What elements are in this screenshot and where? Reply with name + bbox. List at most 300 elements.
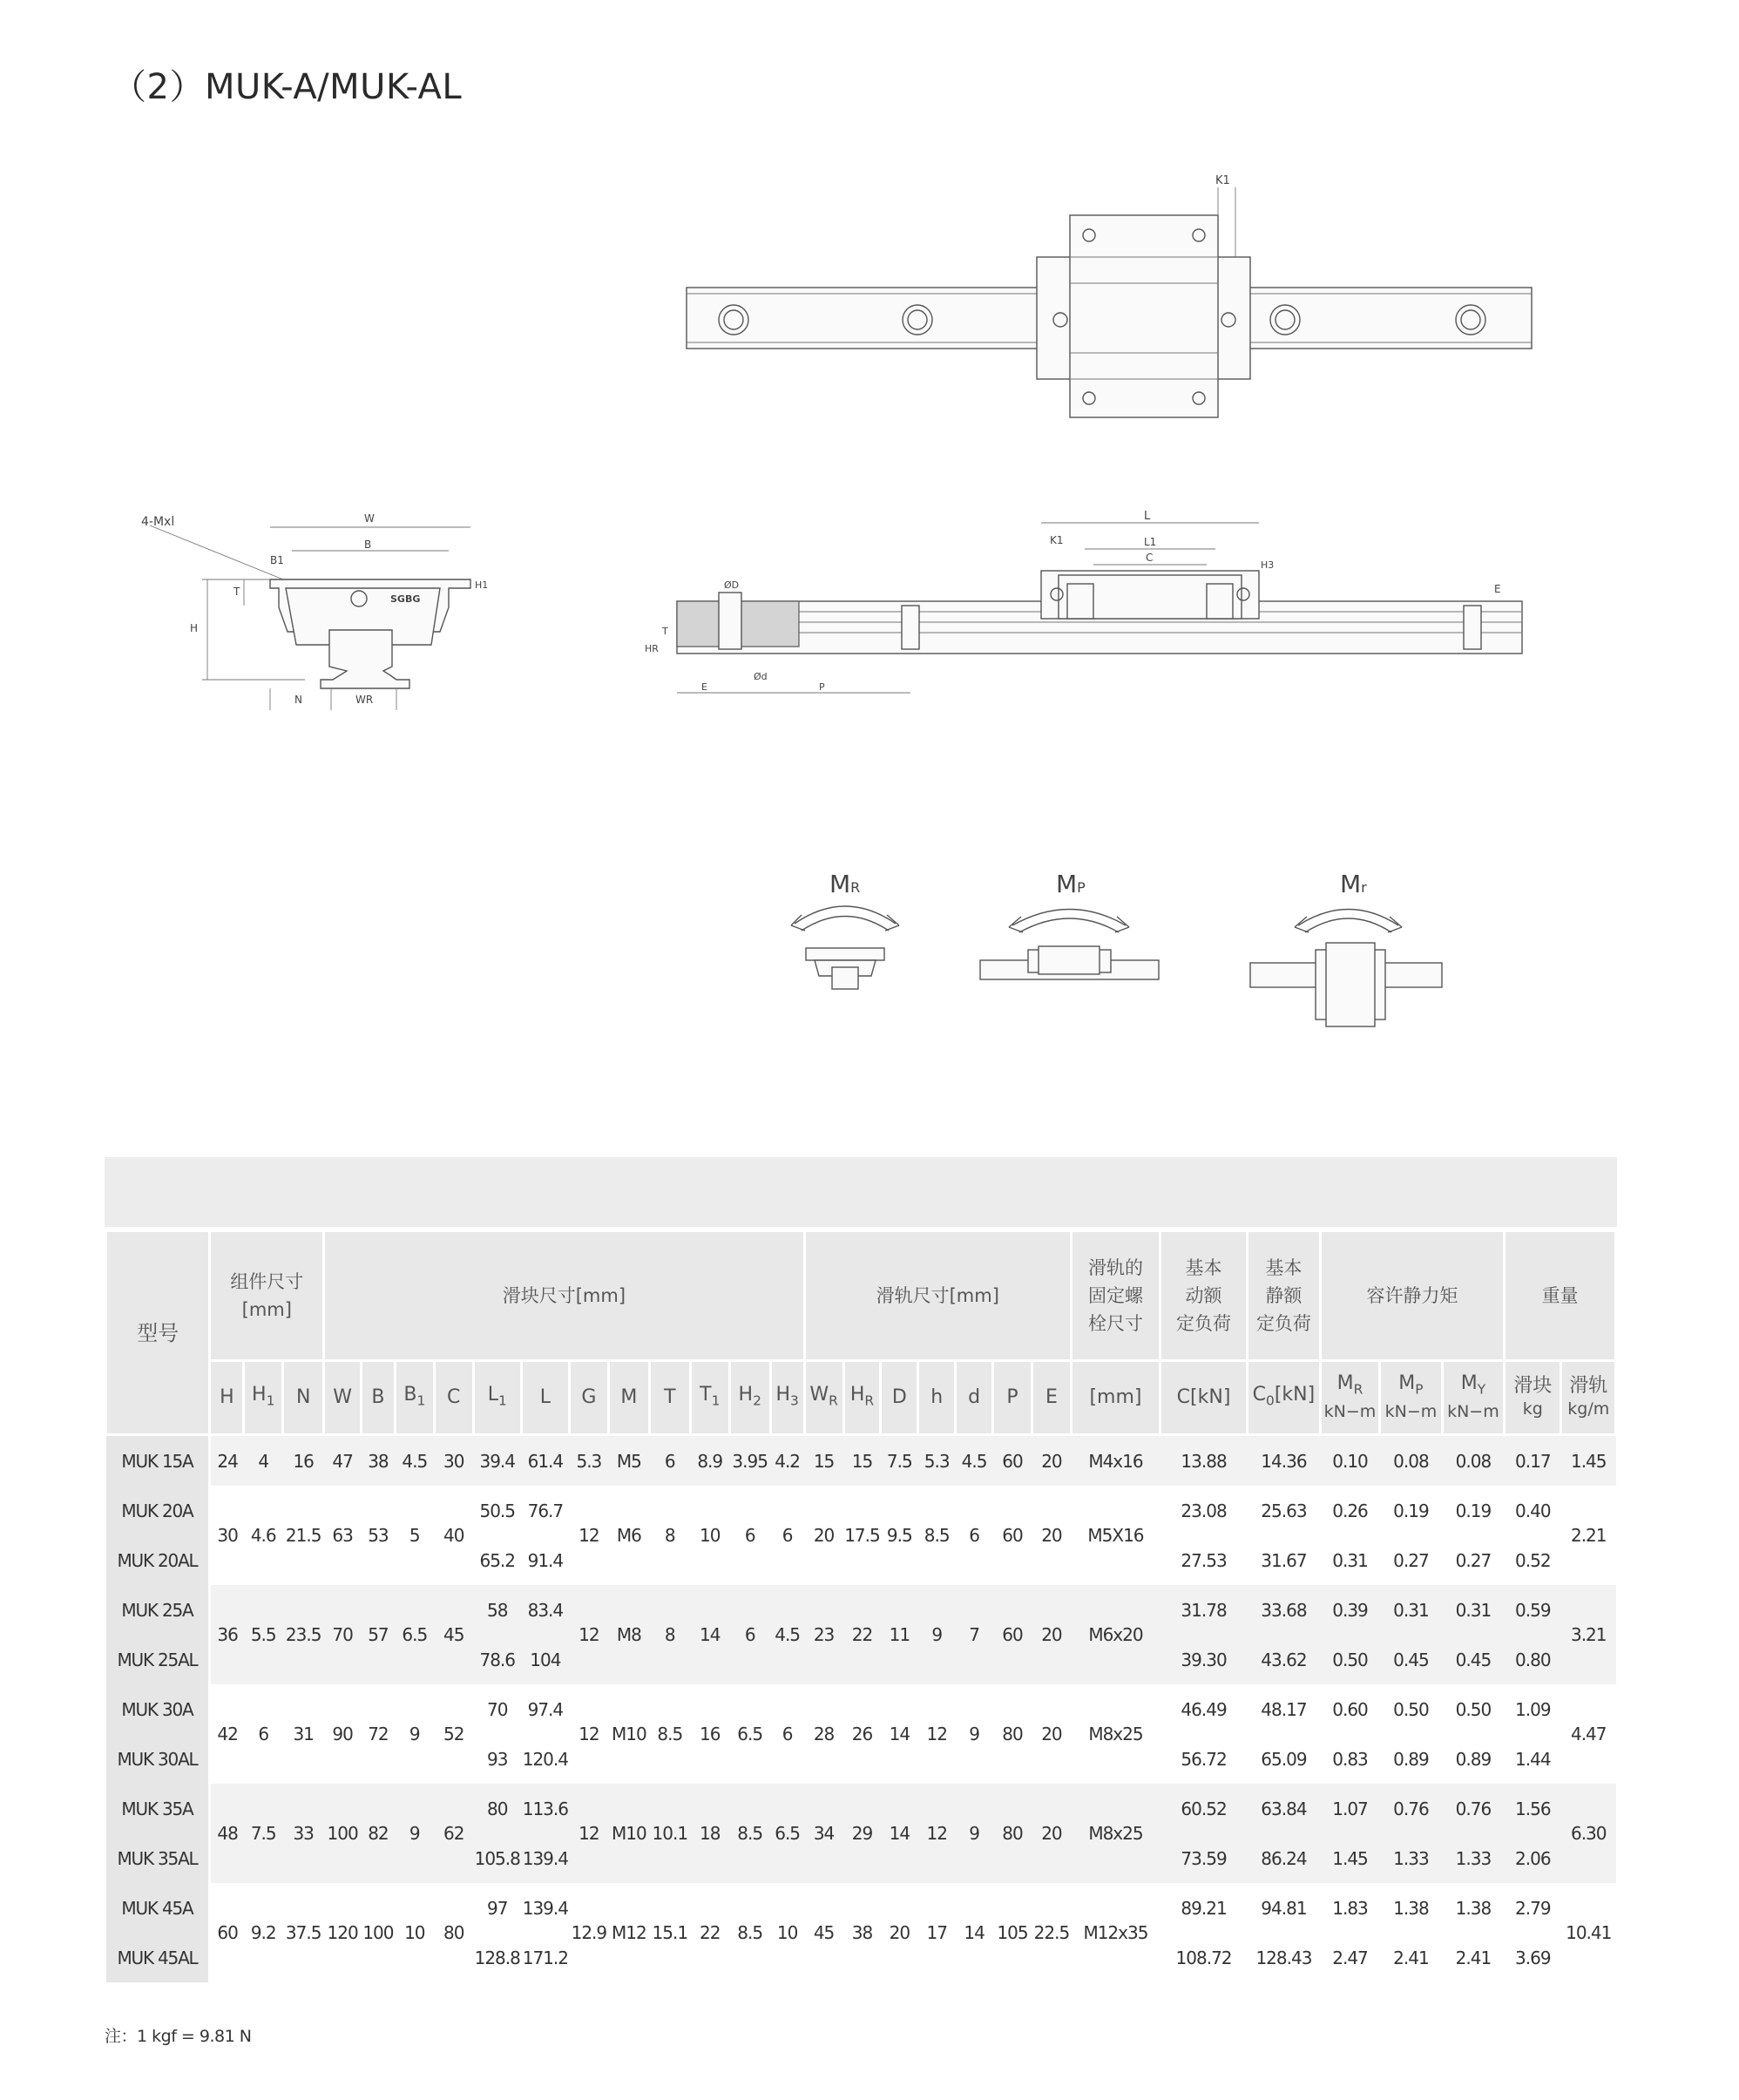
b-label: B: [364, 539, 372, 551]
cell-e: 20: [1032, 1784, 1071, 1883]
cell-m: M5: [608, 1435, 649, 1487]
cell-my: 0.08: [1442, 1435, 1504, 1487]
col-static-header: 基本 静额 定负荷: [1248, 1231, 1321, 1361]
cell-w: 47: [324, 1435, 362, 1487]
cell-n: 23.5: [283, 1585, 324, 1684]
cell-h1: 6: [244, 1684, 283, 1784]
cell-t: 6: [649, 1435, 690, 1487]
cell-wb: 0.59: [1505, 1585, 1561, 1635]
cell-mr: 2.47: [1320, 1933, 1379, 1982]
cell-p: 60: [993, 1585, 1032, 1684]
col-d-upper: D: [881, 1361, 918, 1435]
cell-c0: 65.09: [1248, 1734, 1321, 1784]
cell-model: MUK 25AL: [106, 1635, 210, 1684]
col-mr: $M_R$ kN−m: [1320, 1361, 1379, 1435]
col-n: N: [283, 1361, 324, 1435]
col-l1: $L_1$: [473, 1361, 521, 1435]
cell-wb: 1.09: [1505, 1684, 1561, 1734]
table-row: [106, 1486, 1616, 1535]
col-bolt-header: 滑轨的 固定螺 栓尺寸: [1071, 1231, 1160, 1361]
cell-mp: 0.76: [1380, 1784, 1442, 1833]
cell-t: 10.1: [649, 1784, 690, 1883]
col-c0-kn: $C_0[kN]$: [1248, 1361, 1321, 1435]
cell-h: 9: [918, 1585, 956, 1684]
cell-wb: 0.80: [1505, 1635, 1561, 1684]
p-label: P: [819, 681, 825, 693]
cell-l: 171.2: [521, 1933, 569, 1982]
cell-cd: 46.49: [1160, 1684, 1248, 1734]
cell-h: 30: [210, 1486, 244, 1585]
cell-b: 53: [362, 1486, 396, 1585]
cell-mp: 0.50: [1380, 1684, 1442, 1734]
col-model-header: 型号: [106, 1231, 210, 1435]
rotation-arrow-icon: [1012, 910, 1126, 926]
cell-rail-weight: 6.30: [1561, 1784, 1616, 1883]
cell-mr: 0.50: [1320, 1635, 1379, 1684]
cell-h1: 4.6: [244, 1486, 283, 1585]
col-mp: $M_P$ kN−m: [1380, 1361, 1442, 1435]
col-bolt-unit: [mm]: [1071, 1361, 1160, 1435]
mr-lower-label: Mr: [1340, 870, 1367, 898]
col-b: B: [362, 1361, 396, 1435]
cell-mr: 0.10: [1320, 1435, 1379, 1487]
e-bottom-label: E: [701, 681, 707, 693]
cell-b: 82: [362, 1784, 396, 1883]
cell-h: 48: [210, 1784, 244, 1883]
cell-h3: 6: [770, 1486, 804, 1585]
cell-l1: 80: [473, 1784, 521, 1833]
cell-my: 0.45: [1442, 1635, 1504, 1684]
moment-mr-diagram: [784, 863, 915, 993]
cell-wr: 28: [804, 1684, 843, 1784]
cell-g: 12: [569, 1585, 608, 1684]
col-m: M: [608, 1361, 649, 1435]
cell-h3: 6.5: [770, 1784, 804, 1883]
col-c: C: [434, 1361, 473, 1435]
cell-d: 11: [881, 1585, 918, 1684]
cell-b: 100: [362, 1883, 396, 1982]
cell-c0: 128.43: [1248, 1933, 1321, 1982]
cell-n: 21.5: [283, 1486, 324, 1585]
cell-c0: 43.62: [1248, 1635, 1321, 1684]
cell-t1: 16: [690, 1684, 729, 1784]
cell-hr: 17.5: [843, 1486, 881, 1585]
cell-my: 0.27: [1442, 1535, 1504, 1585]
cell-l: 76.7: [521, 1486, 569, 1535]
cell-wr: 23: [804, 1585, 843, 1684]
cell-my: 0.76: [1442, 1784, 1504, 1833]
cell-t: 8: [649, 1486, 690, 1585]
l-label: L: [1144, 510, 1151, 523]
cell-mr: 1.07: [1320, 1784, 1379, 1833]
cell-model: MUK 45AL: [106, 1933, 210, 1982]
cell-hr: 22: [843, 1585, 881, 1684]
k1-top-label: K1: [1215, 174, 1230, 187]
cell-l1: 58: [473, 1585, 521, 1635]
cell-b: 72: [362, 1684, 396, 1784]
cell-mp: 1.33: [1380, 1833, 1442, 1883]
col-hr: $H_R$: [843, 1361, 881, 1435]
cell-c0: 48.17: [1248, 1684, 1321, 1734]
cell-n: 16: [283, 1435, 324, 1487]
cell-my: 0.50: [1442, 1684, 1504, 1734]
cell-l: 139.4: [521, 1883, 569, 1933]
cell-h2: 6.5: [729, 1684, 770, 1784]
cell-model: MUK 20A: [106, 1486, 210, 1535]
cell-w: 70: [324, 1585, 362, 1684]
col-d-lower: d: [956, 1361, 993, 1435]
cell-cd: 27.53: [1160, 1535, 1248, 1585]
col-my: $M_Y$ kN−m: [1442, 1361, 1504, 1435]
cell-l: 104: [521, 1635, 569, 1684]
cell-c0: 14.36: [1248, 1435, 1321, 1487]
cell-bolt: M8x25: [1071, 1784, 1160, 1883]
col-c-kn: C[kN]: [1160, 1361, 1248, 1435]
cell-hr: 26: [843, 1684, 881, 1784]
cell-wb: 1.44: [1505, 1734, 1561, 1784]
cell-my: 1.38: [1442, 1883, 1504, 1933]
cell-l: 61.4: [521, 1435, 569, 1487]
side-view-drawing: [640, 505, 1546, 706]
cell-c: 62: [434, 1784, 473, 1883]
cell-model: MUK 25A: [106, 1585, 210, 1635]
spec-table-container: [105, 1157, 1617, 1982]
table-row: [106, 1684, 1616, 1734]
cell-t: 8.5: [649, 1684, 690, 1784]
n-label: N: [294, 694, 302, 706]
cell-mp: 1.38: [1380, 1883, 1442, 1933]
col-rail-header: 滑轨尺寸[mm]: [804, 1231, 1071, 1361]
cell-d: 14: [881, 1684, 918, 1784]
cell-mr: 0.60: [1320, 1684, 1379, 1734]
cell-l: 113.6: [521, 1784, 569, 1833]
table-row: [106, 1435, 1616, 1487]
cell-d: 4.5: [956, 1435, 993, 1487]
col-t: T: [649, 1361, 690, 1435]
col-h: H: [210, 1361, 244, 1435]
cell-h: 12: [918, 1784, 956, 1883]
cell-c: 45: [434, 1585, 473, 1684]
cell-l: 91.4: [521, 1535, 569, 1585]
cell-b: 38: [362, 1435, 396, 1487]
cell-h2: 6: [729, 1585, 770, 1684]
cell-t1: 18: [690, 1784, 729, 1883]
c-label: C: [1146, 552, 1154, 564]
col-h3: $H_3$: [770, 1361, 804, 1435]
cell-b1: 4.5: [395, 1435, 434, 1487]
cell-wr: 34: [804, 1784, 843, 1883]
cell-wr: 20: [804, 1486, 843, 1585]
cell-w: 100: [324, 1784, 362, 1883]
l1-label: L1: [1144, 536, 1157, 548]
b1-label: B1: [270, 554, 284, 566]
cell-l1: 78.6: [473, 1635, 521, 1684]
cell-wr: 45: [804, 1883, 843, 1982]
cell-model: MUK 35AL: [106, 1833, 210, 1883]
cell-cd: 39.30: [1160, 1635, 1248, 1684]
cell-c0: 94.81: [1248, 1883, 1321, 1933]
cell-m: M6: [608, 1486, 649, 1585]
cell-my: 0.31: [1442, 1585, 1504, 1635]
table-row: [106, 1585, 1616, 1635]
cell-m: M10: [608, 1784, 649, 1883]
cell-bolt: M12x35: [1071, 1883, 1160, 1982]
col-h-lower: h: [918, 1361, 956, 1435]
cell-d: 7.5: [881, 1435, 918, 1487]
cell-my: 0.89: [1442, 1734, 1504, 1784]
cell-mr: 0.83: [1320, 1734, 1379, 1784]
col-moment-header: 容许静力矩: [1320, 1231, 1504, 1361]
cell-mp: 0.31: [1380, 1585, 1442, 1635]
cell-h: 24: [210, 1435, 244, 1487]
k1-label: K1: [1050, 534, 1064, 546]
col-t1: $T_1$: [690, 1361, 729, 1435]
cell-h2: 6: [729, 1486, 770, 1585]
cell-h2: 8.5: [729, 1784, 770, 1883]
cell-model: MUK 15A: [106, 1435, 210, 1487]
cell-p: 60: [993, 1486, 1032, 1585]
top-view-drawing: [680, 170, 1542, 431]
cell-h1: 9.2: [244, 1883, 283, 1982]
col-weight-rail: 滑轨 kg/m: [1561, 1361, 1616, 1435]
col-wr: $W_R$: [804, 1361, 843, 1435]
cell-mr: 1.45: [1320, 1833, 1379, 1883]
w-label: W: [364, 512, 375, 525]
cell-model: MUK 45A: [106, 1883, 210, 1933]
cell-my: 2.41: [1442, 1933, 1504, 1982]
cell-b1: 6.5: [395, 1585, 434, 1684]
cell-cd: 108.72: [1160, 1933, 1248, 1982]
cell-rail-weight: 1.45: [1561, 1435, 1616, 1487]
col-w: W: [324, 1361, 362, 1435]
cell-t1: 10: [690, 1486, 729, 1585]
moment-mr-lower-diagram: [1246, 863, 1446, 1037]
footnote: 注：1 kgf = 9.81 N: [105, 2027, 252, 2046]
cell-wb: 2.06: [1505, 1833, 1561, 1883]
col-weight-header: 重量: [1505, 1231, 1616, 1361]
cell-b1: 9: [395, 1784, 434, 1883]
col-weight-block: 滑块 kg: [1505, 1361, 1561, 1435]
cell-b: 57: [362, 1585, 396, 1684]
cell-l: 83.4: [521, 1585, 569, 1635]
cell-d: 9: [956, 1784, 993, 1883]
cell-l1: 93: [473, 1734, 521, 1784]
cell-l1: 97: [473, 1883, 521, 1933]
d-top-label: ØD: [724, 579, 740, 591]
cell-my: 1.33: [1442, 1833, 1504, 1883]
spec-table-body: [106, 1435, 1616, 1983]
cell-d: 9.5: [881, 1486, 918, 1585]
cell-rail-weight: 2.21: [1561, 1486, 1616, 1585]
cell-d: 14: [956, 1883, 993, 1982]
cell-cd: 73.59: [1160, 1833, 1248, 1883]
cell-bolt: M4x16: [1071, 1435, 1160, 1487]
col-l: L: [521, 1361, 569, 1435]
cell-h3: 6: [770, 1684, 804, 1784]
h3-label: H3: [1261, 559, 1275, 571]
cell-h3: 10: [770, 1883, 804, 1982]
cell-l1: 65.2: [473, 1535, 521, 1585]
e-right-label: E: [1494, 583, 1501, 595]
cell-l: 139.4: [521, 1833, 569, 1883]
cell-mr: 0.26: [1320, 1486, 1379, 1535]
cell-my: 0.19: [1442, 1486, 1504, 1535]
cell-cd: 89.21: [1160, 1883, 1248, 1933]
cell-h2: 8.5: [729, 1883, 770, 1982]
cell-h1: 4: [244, 1435, 283, 1487]
logo-label: SGBG: [390, 593, 421, 605]
cell-mp: 0.27: [1380, 1535, 1442, 1585]
cell-h: 42: [210, 1684, 244, 1784]
cell-hr: 29: [843, 1784, 881, 1883]
cell-m: M8: [608, 1585, 649, 1684]
cell-g: 12: [569, 1784, 608, 1883]
cell-t1: 22: [690, 1883, 729, 1982]
cell-c: 80: [434, 1883, 473, 1982]
col-assembly-header: 组件尺寸 [mm]: [210, 1231, 324, 1361]
h1-label: H1: [475, 579, 489, 591]
cell-rail-weight: 10.41: [1561, 1883, 1616, 1982]
cell-hr: 38: [843, 1883, 881, 1982]
cell-mr: 0.39: [1320, 1585, 1379, 1635]
cell-c0: 31.67: [1248, 1535, 1321, 1585]
cell-cd: 23.08: [1160, 1486, 1248, 1535]
cell-g: 12.9: [569, 1883, 608, 1982]
cell-mp: 0.45: [1380, 1635, 1442, 1684]
cell-t: 15.1: [649, 1883, 690, 1982]
cell-wb: 1.56: [1505, 1784, 1561, 1833]
col-g: G: [569, 1361, 608, 1435]
cell-h: 17: [918, 1883, 956, 1982]
cell-l: 120.4: [521, 1734, 569, 1784]
cell-l1: 105.8: [473, 1833, 521, 1883]
cell-c0: 86.24: [1248, 1833, 1321, 1883]
cell-mp: 0.19: [1380, 1486, 1442, 1535]
cell-p: 80: [993, 1784, 1032, 1883]
cell-d: 6: [956, 1486, 993, 1585]
cell-p: 105: [993, 1883, 1032, 1982]
cell-model: MUK 20AL: [106, 1535, 210, 1585]
cell-p: 80: [993, 1684, 1032, 1784]
wr-label: WR: [355, 694, 374, 706]
rotation-arrow-icon: [795, 906, 896, 924]
cell-rail-weight: 4.47: [1561, 1684, 1616, 1784]
cell-c0: 63.84: [1248, 1784, 1321, 1833]
cell-model: MUK 35A: [106, 1784, 210, 1833]
cell-e: 20: [1032, 1585, 1071, 1684]
cell-mp: 0.89: [1380, 1734, 1442, 1784]
cell-e: 20: [1032, 1684, 1071, 1784]
cell-g: 5.3: [569, 1435, 608, 1487]
page-title: （2）MUK-A/MUK-AL: [112, 67, 463, 107]
cell-n: 33: [283, 1784, 324, 1883]
cell-d: 14: [881, 1784, 918, 1883]
cell-cd: 60.52: [1160, 1784, 1248, 1833]
cell-h: 36: [210, 1585, 244, 1684]
rotation-arrow-icon: [1298, 910, 1398, 926]
cell-w: 63: [324, 1486, 362, 1585]
cell-b1: 5: [395, 1486, 434, 1585]
cell-l1: 50.5: [473, 1486, 521, 1535]
cell-c: 40: [434, 1486, 473, 1585]
cell-wr: 15: [804, 1435, 843, 1487]
cell-n: 31: [283, 1684, 324, 1784]
cell-l1: 128.8: [473, 1933, 521, 1982]
cell-hr: 15: [843, 1435, 881, 1487]
cell-e: 22.5: [1032, 1883, 1071, 1982]
cell-wb: 0.52: [1505, 1535, 1561, 1585]
cell-l: 97.4: [521, 1684, 569, 1734]
cell-e: 20: [1032, 1486, 1071, 1585]
cell-h3: 4.5: [770, 1585, 804, 1684]
cell-c0: 33.68: [1248, 1585, 1321, 1635]
cell-h: 12: [918, 1684, 956, 1784]
cell-d: 20: [881, 1883, 918, 1982]
cell-m: M10: [608, 1684, 649, 1784]
d-bottom-label: Ød: [754, 671, 768, 682]
mp-label: MP: [1056, 870, 1086, 898]
cell-mr: 0.31: [1320, 1535, 1379, 1585]
cell-c: 52: [434, 1684, 473, 1784]
cell-h3: 4.2: [770, 1435, 804, 1487]
col-e: E: [1032, 1361, 1071, 1435]
cell-h1: 5.5: [244, 1585, 283, 1684]
cell-t: 8: [649, 1585, 690, 1684]
spec-table: [105, 1230, 1617, 1982]
cell-b1: 10: [395, 1883, 434, 1982]
cell-h2: 3.95: [729, 1435, 770, 1487]
cell-t1: 8.9: [690, 1435, 729, 1487]
cell-model: MUK 30AL: [106, 1734, 210, 1784]
cell-mr: 1.83: [1320, 1883, 1379, 1933]
cell-m: M12: [608, 1883, 649, 1982]
cell-g: 12: [569, 1486, 608, 1585]
cell-d: 9: [956, 1684, 993, 1784]
cell-c0: 25.63: [1248, 1486, 1321, 1535]
cell-mp: 2.41: [1380, 1933, 1442, 1982]
cell-w: 90: [324, 1684, 362, 1784]
cell-wb: 2.79: [1505, 1883, 1561, 1933]
cell-h: 8.5: [918, 1486, 956, 1585]
cell-wb: 3.69: [1505, 1933, 1561, 1982]
col-b1: $B_1$: [395, 1361, 434, 1435]
t-side-label: T: [662, 626, 668, 637]
cell-l1: 70: [473, 1684, 521, 1734]
cell-c: 30: [434, 1435, 473, 1487]
cell-h1: 7.5: [244, 1784, 283, 1883]
cross-section-drawing: [131, 501, 531, 710]
t-label: T: [233, 586, 240, 598]
cell-h: 60: [210, 1883, 244, 1982]
cell-e: 20: [1032, 1435, 1071, 1487]
cell-bolt: M6x20: [1071, 1585, 1160, 1684]
cell-g: 12: [569, 1684, 608, 1784]
col-p: P: [993, 1361, 1032, 1435]
cell-mp: 0.08: [1380, 1435, 1442, 1487]
table-row: [106, 1883, 1616, 1933]
h-label: H: [190, 622, 199, 634]
mr-label: MR: [829, 870, 861, 898]
cell-model: MUK 30A: [106, 1684, 210, 1734]
cell-b1: 9: [395, 1684, 434, 1784]
cell-h: 5.3: [918, 1435, 956, 1487]
cell-wb: 0.40: [1505, 1486, 1561, 1535]
cell-cd: 31.78: [1160, 1585, 1248, 1635]
col-dynamic-header: 基本 动额 定负荷: [1160, 1231, 1248, 1361]
col-h1: $H_1$: [244, 1361, 283, 1435]
cell-cd: 13.88: [1160, 1435, 1248, 1487]
table-header-band: [105, 1157, 1617, 1230]
